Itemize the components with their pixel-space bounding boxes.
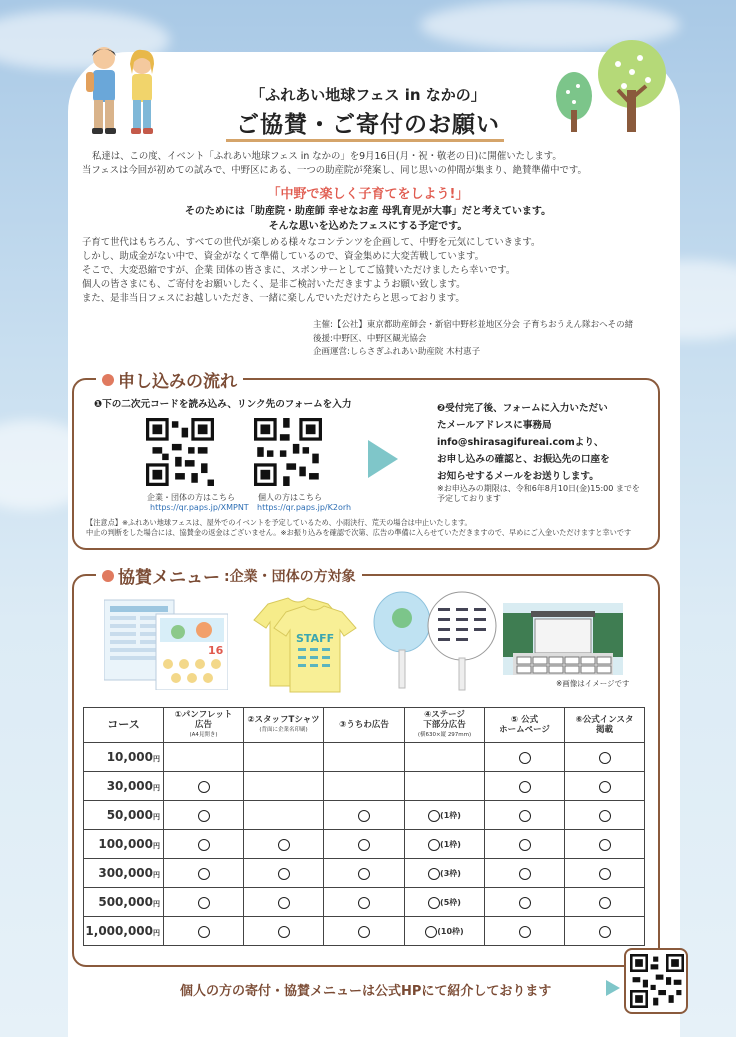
qr-code-website[interactable] — [630, 954, 684, 1008]
menu-cell — [164, 743, 244, 772]
course-amount: 10,000円 — [84, 743, 164, 772]
menu-cell — [405, 859, 485, 888]
event-subtitle: 「ふれあい地球フェス in なかの」 — [250, 86, 486, 104]
menu-cell — [405, 772, 485, 801]
table-row — [84, 772, 645, 801]
included-mark-icon — [599, 897, 611, 909]
menu-cell — [485, 917, 565, 946]
svg-text:STAFF: STAFF — [296, 632, 335, 645]
included-mark-icon — [599, 839, 611, 851]
menu-cell — [485, 859, 565, 888]
table-row — [84, 859, 645, 888]
menu-cell — [324, 743, 405, 772]
menu-cell — [244, 801, 324, 830]
credit-planner: 企画運営:しらさぎふれあい助産院 木村恵子 — [313, 347, 481, 358]
menu-cell — [405, 830, 485, 859]
menu-cell — [164, 772, 244, 801]
included-mark-icon — [358, 926, 370, 938]
menu-cell — [244, 772, 324, 801]
menu-cell — [485, 743, 565, 772]
menu-section-title — [96, 563, 362, 588]
intro-bold-line: そのためには「助産院・助産師 幸せなお産 母乳育児が大事」だと考えています。 — [184, 206, 552, 217]
included-mark-icon — [278, 839, 290, 851]
flow-title-text: 申し込みの流れ — [118, 372, 237, 392]
included-mark-icon — [428, 868, 440, 880]
step2-text — [437, 400, 610, 485]
qr-code-corporate[interactable] — [146, 418, 214, 486]
bullet-dot-icon — [102, 570, 114, 582]
menu-cell — [405, 743, 485, 772]
included-mark-icon — [519, 868, 531, 880]
table-row — [84, 830, 645, 859]
qr-corp-label: 企業・団体の方はこちら — [147, 493, 235, 502]
menu-cell — [565, 859, 645, 888]
included-mark-icon — [519, 839, 531, 851]
bullet-dot-icon — [102, 374, 114, 386]
header-website: ⑤ 公式 ホームページ — [485, 708, 565, 743]
included-mark-icon — [428, 839, 440, 851]
menu-cell — [324, 888, 405, 917]
included-mark-icon — [599, 926, 611, 938]
included-mark-icon — [519, 810, 531, 822]
step2-line: お知らせするメールをお送りします。 — [437, 471, 599, 482]
qr-code-individual[interactable] — [254, 418, 322, 486]
body-line: また、是非当日フェスにお越しいただき、一緒に楽しんでいただけたらと思っております。 — [82, 293, 465, 304]
menu-cell — [324, 801, 405, 830]
included-mark-icon — [425, 926, 437, 938]
included-mark-icon — [198, 868, 210, 880]
menu-cell — [485, 830, 565, 859]
menu-cell — [164, 917, 244, 946]
menu-cell — [565, 801, 645, 830]
step2-line: たメールアドレスに事務局 — [437, 420, 552, 431]
table-row — [84, 801, 645, 830]
qr-indiv-label: 個人の方はこちら — [258, 493, 322, 502]
frame-count: (5枠) — [440, 898, 461, 907]
menu-cell — [324, 772, 405, 801]
course-amount: 1,000,000円 — [84, 917, 164, 946]
intro-bold-line: そんな思いを込めたフェスにする予定です。 — [268, 221, 468, 232]
included-mark-icon — [599, 752, 611, 764]
menu-cell — [565, 917, 645, 946]
note-line: 中止の判断をした場合には、協賛金の返金はございません。※お振り込みを確認で次第、広告の準備に入らせていただきますので、早めにご入金いただけますと幸いです — [86, 528, 632, 537]
menu-cell — [565, 743, 645, 772]
header-tshirt: ②スタッフTシャツ (背面に企業名印刷) — [244, 708, 324, 743]
course-amount: 50,000円 — [84, 801, 164, 830]
header-instagram: ⑥公式インスタ 掲載 — [565, 708, 645, 743]
uchiwa-fan-image — [372, 588, 498, 692]
included-mark-icon — [278, 897, 290, 909]
course-amount: 500,000円 — [84, 888, 164, 917]
included-mark-icon — [198, 926, 210, 938]
frame-count: (1枠) — [440, 840, 461, 849]
qr-corp-link[interactable]: https://qr.paps.jp/XMPNT — [150, 503, 249, 512]
included-mark-icon — [358, 810, 370, 822]
menu-cell — [324, 830, 405, 859]
included-mark-icon — [599, 781, 611, 793]
table-row — [84, 888, 645, 917]
included-mark-icon — [198, 810, 210, 822]
note-line: 【注意点】※ふれあい地球フェスは、屋外でのイベントを予定しているため、小雨決行、荒天の場合は中止いたします。 — [86, 518, 472, 527]
slogan: 「中野で楽しく子育てをしよう!」 — [267, 187, 469, 202]
menu-cell — [324, 859, 405, 888]
header-uchiwa: ③うちわ広告 — [324, 708, 405, 743]
menu-cell — [324, 917, 405, 946]
menu-cell — [164, 830, 244, 859]
menu-cell — [565, 888, 645, 917]
body-line: しかし、助成金がない中で、資金がなくて準備しているので、資金集めに大変苦戦しています。 — [82, 251, 485, 262]
included-mark-icon — [278, 868, 290, 880]
included-mark-icon — [428, 897, 440, 909]
menu-cell — [164, 888, 244, 917]
menu-cell — [164, 859, 244, 888]
credits — [313, 319, 633, 360]
menu-cell — [244, 830, 324, 859]
included-mark-icon — [358, 839, 370, 851]
menu-cell — [244, 917, 324, 946]
credit-supporter: 後援:中野区、中野区観光協会 — [313, 333, 427, 344]
credit-organizer: 主催:【公社】東京都助産師会・新宿中野杉並地区分会 子育ちおうえん隊おへその緒 — [313, 320, 634, 330]
step2-line: ❷受付完了後、フォームに入力いただい — [437, 403, 608, 414]
page-title: ご協賛・ご寄付のお願い — [236, 112, 500, 138]
included-mark-icon — [428, 810, 440, 822]
frame-count: (10枠) — [437, 927, 464, 936]
step2-email[interactable]: info@shirasagifureai.comより、 — [437, 437, 604, 448]
included-mark-icon — [519, 781, 531, 793]
image-note: ※画像はイメージです — [556, 679, 630, 688]
notes — [86, 518, 631, 538]
included-mark-icon — [519, 926, 531, 938]
arrow-right-icon — [368, 440, 398, 478]
intro-line: 当フェスは今回が初めての試みで、中野区にある、一つの助産院が発案し、同じ思いの仲間が集まり、絶賛準備中です。 — [82, 165, 587, 176]
title-underline — [226, 139, 504, 142]
menu-cell — [485, 772, 565, 801]
table-row — [84, 743, 645, 772]
menu-cell — [405, 888, 485, 917]
menu-cell — [485, 888, 565, 917]
frame-count: (1枠) — [440, 811, 461, 820]
body-line: 子育て世代はもちろん、すべての世代が楽しめる様々なコンテンツを企画して、中野を元気にしていきます。 — [82, 237, 541, 248]
deadline-line: ※お申込みの期限は、令和6年8月10日(金)15:00 までを — [437, 484, 640, 493]
menu-title-sub: :企業・団体の方対象 — [224, 568, 356, 585]
header-stage: ④ステージ 下部分広告 (横630×縦 297mm) — [405, 708, 485, 743]
menu-cell — [244, 743, 324, 772]
included-mark-icon — [278, 926, 290, 938]
menu-cell — [244, 859, 324, 888]
stage-image — [503, 603, 623, 675]
header-pamphlet: ①パンフレット 広告 (A4見開き) — [164, 708, 244, 743]
included-mark-icon — [358, 897, 370, 909]
svg-text:16: 16 — [208, 644, 224, 657]
menu-cell — [405, 917, 485, 946]
included-mark-icon — [198, 897, 210, 909]
step1-text: ❶下の二次元コードを読み込み、リンク先のフォームを入力 — [94, 399, 352, 410]
course-amount: 30,000円 — [84, 772, 164, 801]
header-course: コース — [84, 708, 164, 743]
sponsor-menu-table — [83, 707, 645, 946]
staff-tshirt-image — [238, 594, 368, 694]
table-header-row — [84, 708, 645, 743]
body-line: 個人の皆さまにも、ご寄付をお願いしたく、是非ご検討いただきますようお願い致します。 — [82, 279, 466, 290]
included-mark-icon — [599, 810, 611, 822]
deadline-line: 予定しております — [437, 494, 501, 503]
step2-line: お申し込みの確認と、お振込先の口座を — [437, 454, 610, 465]
menu-cell — [405, 801, 485, 830]
frame-count: (3枠) — [440, 869, 461, 878]
qr-indiv-link[interactable]: https://qr.paps.jp/K2orh — [257, 503, 352, 512]
menu-cell — [565, 830, 645, 859]
menu-cell — [164, 801, 244, 830]
course-amount: 100,000円 — [84, 830, 164, 859]
footer-text: 個人の方の寄付・協賛メニューは公式HPにて紹介しております — [180, 984, 552, 999]
menu-cell — [244, 888, 324, 917]
included-mark-icon — [519, 897, 531, 909]
footer-arrow-icon — [606, 980, 620, 996]
included-mark-icon — [358, 868, 370, 880]
included-mark-icon — [198, 781, 210, 793]
deadline-note — [437, 484, 640, 504]
intro-line: 私達は、この度、イベント「ふれあい地球フェス in なかの」を9月16日(月・祝・敬老の日)に開催いたします。 — [92, 151, 562, 162]
menu-cell — [565, 772, 645, 801]
menu-cell — [485, 801, 565, 830]
pamphlet-image — [104, 598, 228, 690]
body-line: そこで、大変恐縮ですが、企業 団体の皆さまに、スポンサーとしてご協賛いただけましたら幸いです。 — [82, 265, 516, 276]
course-amount: 300,000円 — [84, 859, 164, 888]
included-mark-icon — [198, 839, 210, 851]
included-mark-icon — [599, 868, 611, 880]
table-row — [84, 917, 645, 946]
flow-section-title — [96, 367, 243, 392]
menu-title-text: 協賛メニュー — [118, 568, 220, 588]
included-mark-icon — [519, 752, 531, 764]
